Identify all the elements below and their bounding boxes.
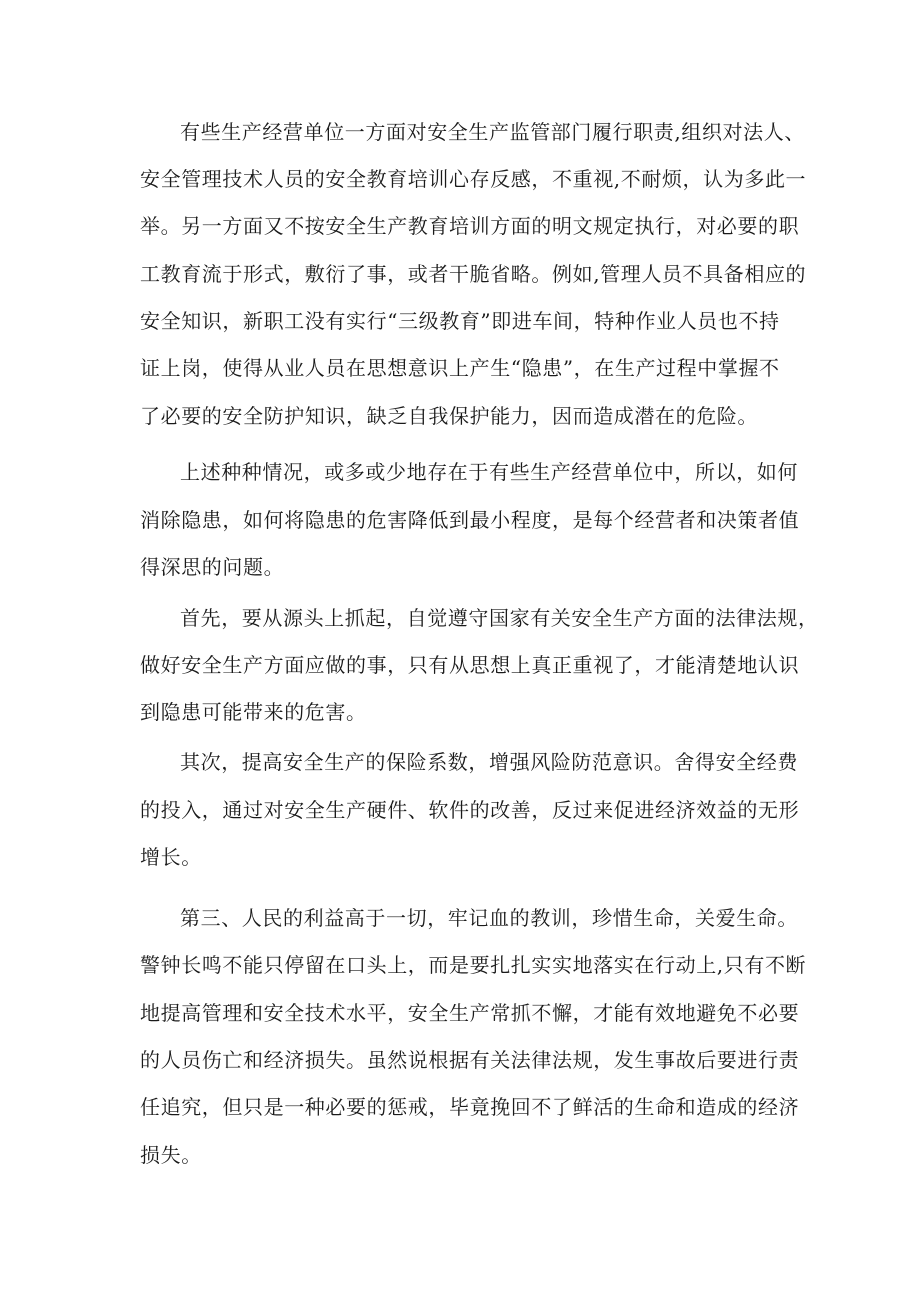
paragraph-5-line-4: 的人员伤亡和经济损失。虽然说根据有关法律法规，发生事故后要进行责 <box>140 1048 800 1072</box>
paragraph-5-line-6: 损失。 <box>140 1143 202 1167</box>
paragraph-4-line-3: 增长。 <box>140 845 202 869</box>
paragraph-3-line-1: 首先，要从源头上抓起，自觉遵守国家有关安全生产方面的法律法规， <box>180 606 819 630</box>
paragraph-3-line-2: 做好安全生产方面应做的事，只有从思想上真正重视了，才能清楚地认识 <box>140 653 800 677</box>
paragraph-2-line-2: 消除隐患，如何将隐患的危害降低到最小程度，是每个经营者和决策者值 <box>140 508 800 532</box>
paragraph-5-line-1: 第三、人民的利益高于一切，牢记血的教训，珍惜生命，关爱生命。 <box>180 906 798 930</box>
paragraph-5-line-3: 地提高管理和安全技术水平，安全生产常抓不懈，才能有效地避免不必要 <box>140 1001 800 1025</box>
paragraph-1-line-3: 举。另一方面又不按安全生产教育培训方面的明文规定执行，对必要的职 <box>140 214 800 238</box>
paragraph-1-line-4: 工教育流于形式，敷衍了事，或者干脆省略。例如,管理人员不具备相应的 <box>140 262 807 286</box>
paragraph-2-line-1: 上述种种情况，或多或少地存在于有些生产经营单位中，所以，如何 <box>180 460 798 484</box>
paragraph-2-line-3: 得深思的问题。 <box>140 555 285 579</box>
paragraph-5-line-5: 任追究，但只是一种必要的惩戒，毕竟挽回不了鲜活的生命和造成的经济 <box>140 1095 800 1119</box>
paragraph-4-line-1: 其次，提高安全生产的保险系数，增强风险防范意识。舍得安全经费 <box>180 750 798 774</box>
paragraph-1-line-1: 有些生产经营单位一方面对安全生产监管部门履行职责,组织对法人、 <box>180 120 805 144</box>
paragraph-4-line-2: 的投入，通过对安全生产硬件、软件的改善，反过来促进经济效益的无形 <box>140 798 800 822</box>
paragraph-1-line-7: 了必要的安全防护知识，缺乏自我保护能力，因而造成潜在的危险。 <box>140 404 758 428</box>
paragraph-1-line-2: 安全管理技术人员的安全教育培训心存反感，不重视,不耐烦，认为多此一 <box>140 167 807 191</box>
paragraph-1-line-6: 证上岗，使得从业人员在思想意识上产生“隐患”，在生产过程中掌握不 <box>140 356 780 380</box>
paragraph-5-line-2: 警钟长鸣不能只停留在口头上，而是要扎扎实实地落实在行动上,只有不断 <box>140 953 807 977</box>
paragraph-1-line-5: 安全知识，新职工没有实行“三级教育”即进车间，特种作业人员也不持 <box>140 309 780 333</box>
paragraph-3-line-3: 到隐患可能带来的危害。 <box>140 700 367 724</box>
